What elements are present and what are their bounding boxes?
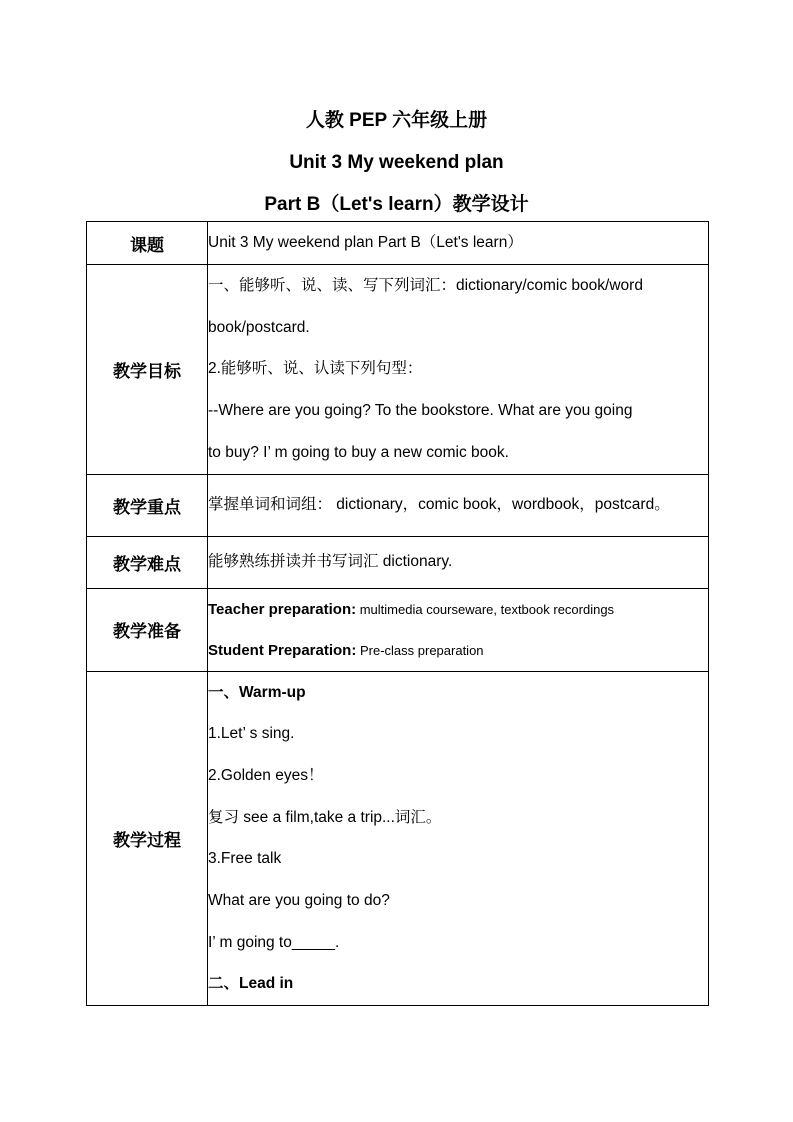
process-line-5: 3.Free talk <box>208 850 282 868</box>
table-row-preparation <box>87 588 709 671</box>
teacher-preparation-value: multimedia courseware, textbook recordings <box>356 601 615 617</box>
process-line-7: I’ m going to_____. <box>208 933 340 951</box>
table-row-difficulties <box>87 536 709 588</box>
title-line-2: Unit 3 My weekend plan <box>289 152 504 173</box>
table-row-topic <box>87 222 709 265</box>
value-difficulties <box>208 536 709 588</box>
student-preparation-key: Student Preparation: <box>208 641 357 659</box>
value-objectives <box>208 265 709 475</box>
table-row-process <box>87 671 709 1006</box>
label-difficulties: 教学难点 <box>87 536 208 588</box>
process-line-1: 一、Warm-up <box>208 683 306 701</box>
process-line-2: 1.Let’ s sing. <box>208 725 295 743</box>
student-preparation <box>208 630 708 671</box>
process-line-8: 二、Lead in <box>208 975 294 993</box>
student-preparation-value: Pre-class preparation <box>356 642 484 658</box>
objectives-line-2: book/postcard. <box>208 318 310 336</box>
process-line-6: What are you going to do? <box>208 892 390 910</box>
title-line-1: 人教 PEP 六年级上册 <box>305 110 488 131</box>
value-key-points <box>208 474 709 536</box>
process-line-4: 复习 see a film,take a trip...词汇。 <box>208 808 442 826</box>
value-preparation <box>208 588 709 671</box>
value-topic <box>208 222 709 265</box>
title-line-3: Part B（Let's learn）教学设计 <box>264 194 529 215</box>
objectives-line-5: to buy? I’ m going to buy a new comic book. <box>208 443 509 461</box>
table-row-key-points <box>87 474 709 536</box>
value-process <box>208 671 709 1006</box>
key-points-text: 掌握单词和词组： dictionary，comic book，wordbook，postcard。 <box>208 496 670 514</box>
objectives-line-3: 2.能够听、说、认读下列句型： <box>208 360 423 378</box>
lesson-plan-table <box>86 221 709 1006</box>
objectives-line-1: 一、能够听、说、读、写下列词汇：dictionary/comic book/word <box>208 277 643 294</box>
topic-text: Unit 3 My weekend plan Part B（Let's learn） <box>208 234 523 252</box>
label-process: 教学过程 <box>87 671 208 1006</box>
teacher-preparation-key: Teacher preparation: <box>208 600 357 618</box>
table-row-objectives <box>87 265 709 475</box>
difficulties-text: 能够熟练拼读并书写词汇 dictionary. <box>208 553 453 571</box>
document-title <box>0 100 793 226</box>
objectives-line-4: --Where are you going? To the bookstore. What are you going <box>208 402 633 420</box>
label-key-points: 教学重点 <box>87 474 208 536</box>
label-objectives: 教学目标 <box>87 265 208 475</box>
label-preparation: 教学准备 <box>87 588 208 671</box>
process-line-3: 2.Golden eyes！ <box>208 766 324 784</box>
label-topic: 课题 <box>87 222 208 265</box>
teacher-preparation <box>208 589 708 630</box>
